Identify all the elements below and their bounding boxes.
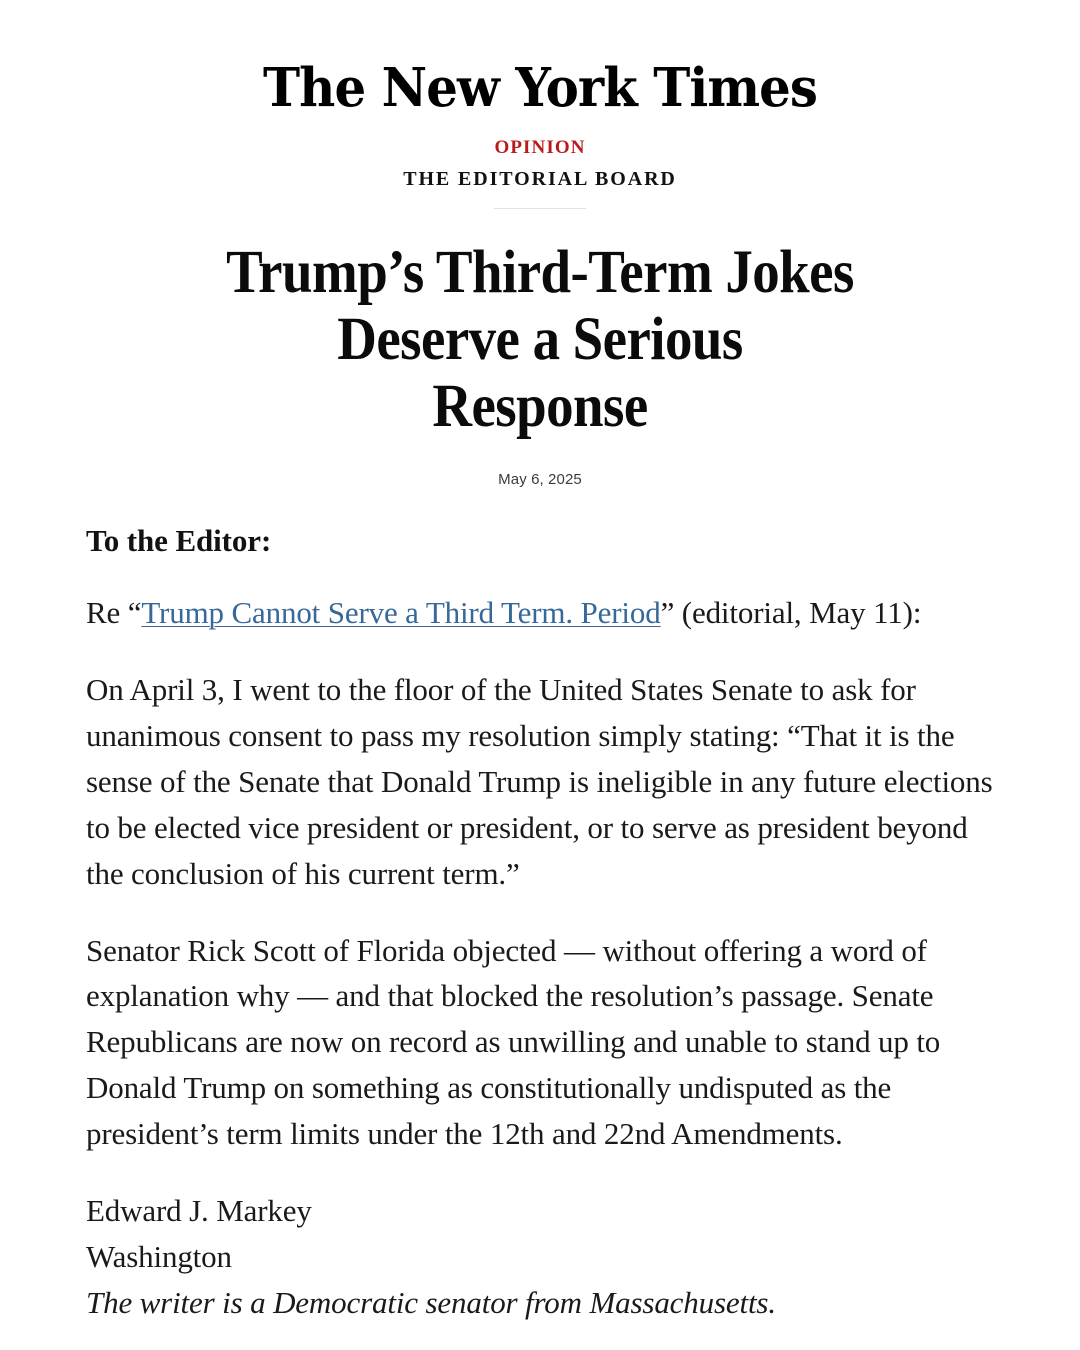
- byline-kicker-editorial-board: THE EDITORIAL BOARD: [403, 168, 677, 190]
- signature-location: Washington: [86, 1238, 232, 1274]
- signature-block: [86, 1188, 1008, 1326]
- paragraph-1: On April 3, I went to the floor of the United States Senate to ask for unanimous consent to pass my resolution simply stating: “That it is the sense of the Senate that Donald Trump is ineligible in any future elections to be elected vice president or president, or to serve as president beyond the conclusion of his current term.”: [86, 672, 993, 891]
- publish-date: May 6, 2025: [498, 471, 582, 489]
- referenced-editorial-link[interactable]: Trump Cannot Serve a Third Term. Period: [141, 595, 661, 631]
- masthead: [0, 0, 1080, 209]
- signature-writer-note: The writer is a Democratic senator from Massachusetts.: [86, 1284, 776, 1320]
- reference-prefix: Re “: [86, 595, 142, 631]
- section-kicker-opinion[interactable]: OPINION: [494, 137, 586, 158]
- nyt-logo[interactable]: The New York Times: [263, 57, 817, 119]
- signature-name: Edward J. Markey: [86, 1192, 312, 1228]
- headline-line-1: Trump’s Third-Term Jokes: [226, 239, 854, 306]
- salutation: To the Editor:: [86, 523, 272, 559]
- page-title: [225, 239, 855, 440]
- paragraph-2: Senator Rick Scott of Florida objected — without offering a word of explanation why — and that blocked the resolution’s passage. Senate Republicans are now on record as unwilling and unable to stand up to Donald Trump on something as constitutionally undisputed as the president’s term limits under the 12th and 22nd Amendments.: [86, 932, 941, 1152]
- article-body: [0, 523, 1080, 1325]
- headline-line-2: Deserve a Serious Response: [337, 306, 743, 441]
- reference-suffix: ” (editorial, May 11):: [660, 595, 922, 631]
- reference-line: [86, 590, 1008, 636]
- header-divider: [494, 208, 586, 209]
